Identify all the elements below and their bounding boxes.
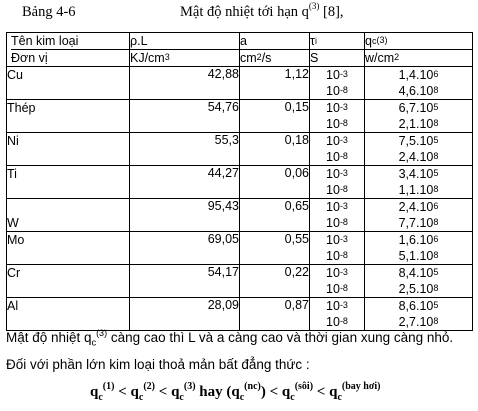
metal-name: W <box>7 216 19 230</box>
qc-cell <box>365 199 473 232</box>
qc-cell <box>365 298 473 331</box>
paragraph-heat-density: Mật độ nhiệt $q_c^{(3)}$ càng cao thì L và a càng cao và thời gian xung càng nhỏ. <box>6 327 454 348</box>
header-qc-line1: q c $^{(3)}$ <box>365 33 472 50</box>
qc-value: 2,7.10 $^8$ <box>398 315 439 329</box>
tau-value: 10 $^{-3}$ <box>326 266 348 280</box>
tau-value: 10 $^{-8}$ <box>326 315 348 329</box>
a-value: 0,87 <box>240 298 310 331</box>
tau-cell <box>310 199 365 232</box>
rho-value: 54,17 <box>130 265 240 298</box>
qc-value: 5,1.10 $^8$ <box>398 249 439 263</box>
qc-value: 2,5.10 $^8$ <box>398 282 439 296</box>
metal-name-cell <box>7 100 130 133</box>
a-value: 1,12 <box>240 67 310 100</box>
a-value: 0,06 <box>240 166 310 199</box>
a-value: 0,22 <box>240 265 310 298</box>
metal-name: Thép <box>7 101 36 115</box>
tau-value: 10 $^{-8}$ <box>326 249 348 263</box>
rho-value: 28,09 <box>130 298 240 331</box>
header-a-line2: cm $^2$ /s <box>240 51 272 65</box>
table-row <box>7 100 473 133</box>
tau-value: 10 $^{-3}$ <box>326 68 348 82</box>
header-rho-line1: ρ.L <box>130 33 239 50</box>
rho-value: 95,43 <box>130 199 240 232</box>
caption-title <box>180 1 344 21</box>
rho-value: 54,76 <box>130 100 240 133</box>
metal-name-cell <box>7 298 130 331</box>
table-row <box>7 133 473 166</box>
tau-value: 10 $^{-8}$ <box>326 282 348 296</box>
tau-cell <box>310 100 365 133</box>
table-row <box>7 166 473 199</box>
qc-cell <box>365 100 473 133</box>
a-value: 0,18 <box>240 133 310 166</box>
rho-value: 69,05 <box>130 232 240 265</box>
table-row <box>7 265 473 298</box>
tau-value: 10 $^{-3}$ <box>326 299 348 313</box>
header-name-line1: Tên kim loại <box>11 33 129 50</box>
table-row <box>7 232 473 265</box>
qc-value: 1,4.10 $^6$ <box>398 68 439 82</box>
table-header-row <box>7 33 473 67</box>
rho-value: 44,27 <box>130 166 240 199</box>
metal-name: Cu <box>7 68 23 82</box>
header-a <box>240 33 310 67</box>
header-qc <box>365 33 473 67</box>
metal-name: Cr <box>7 266 21 280</box>
header-qc-line2: w/cm $^2$ <box>365 51 400 65</box>
metal-name-cell <box>7 67 130 100</box>
header-name <box>7 33 130 67</box>
caption-number: Bảng 4-6 <box>22 4 76 20</box>
tau-cell <box>310 166 365 199</box>
tau-cell <box>310 232 365 265</box>
qc-value: 2,4.10 $^6$ <box>398 200 439 214</box>
metal-name: Ni <box>7 134 19 148</box>
rho-value: 55,3 <box>130 133 240 166</box>
inequality-formula: $q_c^{(1)} < q_c^{(2)} < q_c^{(3)}$ hay $(q_c^{(nc)}) < q_c^{(sôi)} < q_c^{(bay hơi)}$ <box>90 381 381 403</box>
a-value: 0,55 <box>240 232 310 265</box>
paragraph-inequality-intro: Đối với phần lớn kim loại thoả mản bất đẳng thức : <box>6 357 310 372</box>
tau-value: 10 $^{-3}$ <box>326 167 348 181</box>
tau-value: 10 $^{-8}$ <box>326 84 348 98</box>
header-a-line1: a <box>240 33 309 50</box>
qc-value: 7,7.10 $^8$ <box>398 216 439 230</box>
metal-name-cell <box>7 133 130 166</box>
qc-value: 1,6.10 $^6$ <box>398 233 439 247</box>
tau-value: 10 $^{-3}$ <box>326 134 348 148</box>
qc-value: 8,4.10 $^5$ <box>398 266 439 280</box>
a-value: 0,65 <box>240 199 310 232</box>
metal-name: Al <box>7 299 19 313</box>
qc-cell <box>365 166 473 199</box>
qc-value: 6,7.10 $^5$ <box>398 101 439 115</box>
metal-name: Mo <box>7 233 25 247</box>
header-rho <box>130 33 240 67</box>
tau-value: 10 $^{-3}$ <box>326 200 348 214</box>
table-row <box>7 199 473 232</box>
tau-cell <box>310 298 365 331</box>
qc-value: 7,5.10 $^5$ <box>398 134 439 148</box>
qc-value: 2,4.10 $^8$ <box>398 150 439 164</box>
critical-heat-density-table <box>6 32 473 331</box>
qc-value: 3,4.10 $^5$ <box>398 167 439 181</box>
header-rho-line2: KJ/cm $^3$ <box>130 51 170 65</box>
tau-cell <box>310 265 365 298</box>
metal-name-cell <box>7 265 130 298</box>
header-tau <box>310 33 365 67</box>
tau-value: 10 $^{-3}$ <box>326 233 348 247</box>
qc-cell <box>365 265 473 298</box>
tau-cell <box>310 67 365 100</box>
table-caption <box>0 2 478 24</box>
tau-value: 10 $^{-8}$ <box>326 117 348 131</box>
header-tau-line2: S <box>310 51 319 65</box>
qc-cell <box>365 232 473 265</box>
caption-title-sup: (3) <box>308 1 320 12</box>
table-row <box>7 67 473 100</box>
tau-value: 10 $^{-8}$ <box>326 183 348 197</box>
rho-value: 42,88 <box>130 67 240 100</box>
qc-value: 2,1.10 $^8$ <box>398 117 439 131</box>
metal-name-cell <box>7 166 130 199</box>
header-name-line2: Đơn vị <box>11 51 48 65</box>
tau-value: 10 $^{-8}$ <box>326 150 348 164</box>
metal-name-cell <box>7 232 130 265</box>
qc-cell <box>365 133 473 166</box>
header-tau-line1: τ i <box>310 33 364 50</box>
tau-cell <box>310 133 365 166</box>
tau-value: 10 $^{-3}$ <box>326 101 348 115</box>
table-row <box>7 298 473 331</box>
metal-name-cell <box>7 199 130 232</box>
qc-cell <box>365 67 473 100</box>
qc-value: 8,6.10 $^5$ <box>398 299 439 313</box>
caption-title-ref: [8], <box>319 4 344 20</box>
metal-name: Ti <box>7 167 17 181</box>
a-value: 0,15 <box>240 100 310 133</box>
table-body <box>7 67 473 331</box>
caption-title-text: Mật độ nhiệt tới hạn q <box>180 4 309 20</box>
tau-value: 10 $^{-8}$ <box>326 216 348 230</box>
qc-value: 1,1.10 $^8$ <box>398 183 439 197</box>
qc-value: 4,6.10 $^8$ <box>398 84 439 98</box>
